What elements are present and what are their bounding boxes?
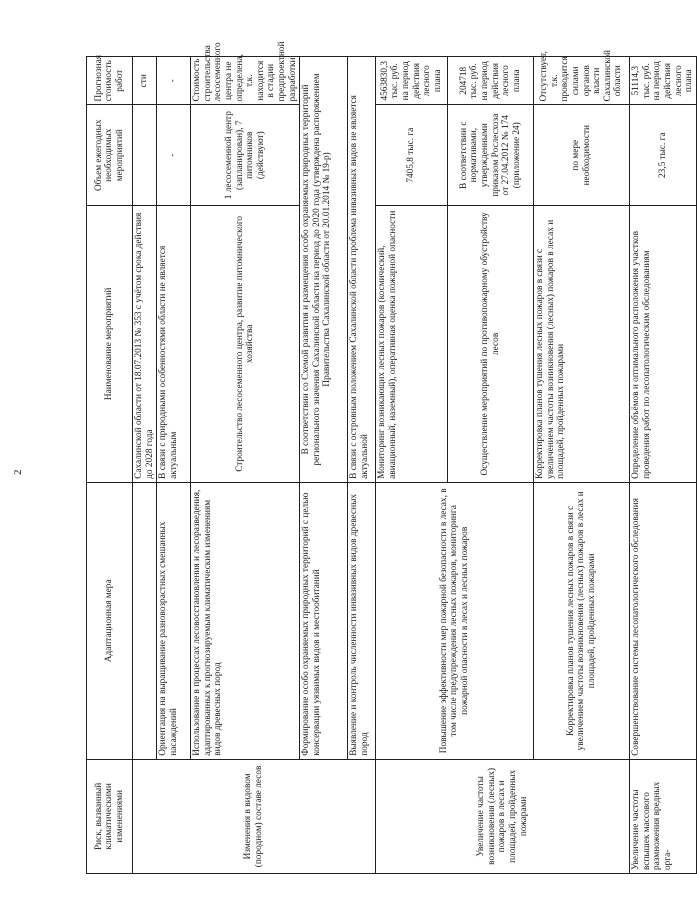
header-risk: Риск, вызванный климатическими изменениями bbox=[87, 759, 133, 873]
merged-note-cell: В соответствии со Схемой развития и размещения особо охраняемых природных территорий регионального значения Сахалинской области на период до 2020 года (утверждена распоряжением Правительства Сахалинской области от 20.01.2014 № 19-р) bbox=[300, 57, 348, 483]
measure-cell bbox=[133, 482, 157, 759]
risk-cell: Изменения в видовом (породном) составе лесов bbox=[133, 759, 376, 873]
volume-cell: В соответствии с нормативами, утвержденными приказом Рослесхоза от 27.04.2012 № 174 (приложение 24) bbox=[448, 105, 534, 205]
table-header-row bbox=[87, 57, 133, 874]
adaptation-measures-table bbox=[86, 41, 697, 874]
activity-cell: Корректировка планов тушения лесных пожаров в связи с увеличением частоты возникновения (лесных) пожаров в лесах и площадей, пройденных пожарами bbox=[534, 205, 630, 482]
cost-cell: Отсутствует, т.к. проводится силами органов власти Сахалинской области bbox=[534, 57, 630, 106]
table-row bbox=[157, 57, 191, 874]
cost-cell: - bbox=[157, 57, 191, 106]
measure-cell: Ориентация на выращивание разновозрастных смешанных насаждений bbox=[157, 482, 191, 759]
cost-cell: сти bbox=[133, 57, 157, 106]
cost-cell: Стоимость строительства лесосеменного центра не определена, т.к. находится в стадии предпроектной разработки bbox=[191, 57, 300, 106]
activity-cell: Строительство лесосеменного центра, развитие питомнического хозяйства bbox=[191, 205, 300, 482]
table-row bbox=[348, 57, 376, 874]
measure-cell: Выявление и контроль численности инвазивных видов древесных пород bbox=[348, 482, 376, 759]
measure-cell: Повышение эффективности мер пожарной безопасности в лесах, в том числе предупреждения лесных пожаров, мониторинга пожарной опасности в лесах и лесных пожаров bbox=[376, 482, 534, 759]
merged-note-cell: В связи с островным положением Сахалинской области проблема инвазивных видов не является актуальной bbox=[348, 57, 376, 483]
cost-cell: 204718 тыс. руб. на период действия лесного плана bbox=[448, 57, 534, 106]
measure-cell: Совершенствование системы лесопатологического обследования bbox=[630, 482, 697, 759]
volume-cell: 23,5 тыс. га bbox=[630, 105, 697, 205]
measure-cell: Корректировка планов тушения лесных пожаров в связи с увеличением частоты возникновения (лесных) пожаров в лесах и площадей, пройденных пожарами bbox=[534, 482, 630, 759]
activity-cell: Сахалинской области от 18.07.2013 № 353 с учётом срока действия до 2028 года bbox=[133, 205, 157, 482]
measure-cell: Использование в процессах лесовосстановления и лесоразведения, адаптированных к прогнозируемым климатическим изменениям видов древесных пород bbox=[191, 482, 300, 759]
header-cost: Прогнозная стоимость работ bbox=[87, 57, 133, 106]
table-row bbox=[300, 57, 348, 874]
table-row bbox=[630, 57, 697, 874]
cost-cell: 51114,3 тыс. руб. на период действия лесного плана bbox=[630, 57, 697, 106]
volume-cell bbox=[133, 105, 157, 205]
risk-cell: Увеличение частоты вспышек массового размножения вредных орга- bbox=[630, 759, 697, 873]
header-activity: Наименование мероприятий bbox=[87, 205, 133, 482]
activity-cell: В связи с природными особенностями области не является актуальным bbox=[157, 205, 191, 482]
measure-cell: Формирование особо охраняемых природных территорий с целью консервации уязвимых видов и местообитаний bbox=[300, 482, 348, 759]
volume-cell: - bbox=[157, 105, 191, 205]
rotated-table-frame bbox=[86, 41, 695, 874]
risk-cell: Увеличение частоты возникновения (лесных) пожаров в лесах и площадей, пройденных пожарами bbox=[376, 759, 630, 873]
table-row bbox=[133, 57, 157, 874]
header-measure: Адаптационная мера bbox=[87, 482, 133, 759]
volume-cell: по мере необходимости bbox=[534, 105, 630, 205]
volume-cell: 1 лесосеменной центр (запланирован), 7 питомников (действуют) bbox=[191, 105, 300, 205]
volume-cell: 7405,8 тыс. га bbox=[376, 105, 448, 205]
table-row bbox=[534, 57, 630, 874]
header-volume: Объем ежегодных необходимых мероприятий bbox=[87, 105, 133, 205]
activity-cell: Осуществление мероприятий по противопожарному обустройству лесов bbox=[448, 205, 534, 482]
table-row bbox=[376, 57, 448, 874]
page-number: 2 bbox=[12, 469, 24, 475]
table-row bbox=[191, 57, 300, 874]
activity-cell: Мониторинг возникающих лесных пожаров (космический, авиационный, наземный), оперативная оценка пожарной опасности bbox=[376, 205, 448, 482]
activity-cell: Определение объёмов и оптимального расположения участков проведения работ по лесопатологическим обследованиям bbox=[630, 205, 697, 482]
cost-cell: 4563830,3 тыс. руб. на период действия лесного плана bbox=[376, 57, 448, 106]
